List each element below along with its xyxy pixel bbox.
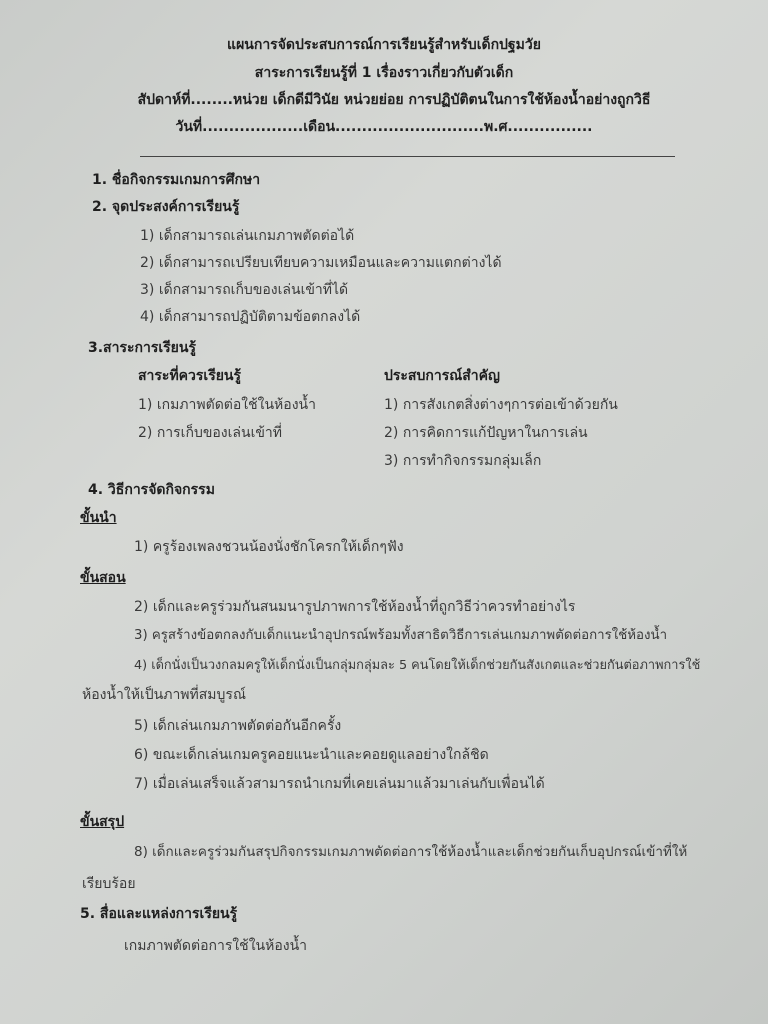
section-1-title: 1. ชื่อกิจกรรมเกมการศึกษา <box>92 172 261 188</box>
experience-item: 3) การทำกิจกรรมกลุ่มเล็ก <box>384 453 542 469</box>
teaching-step: 7) เมื่อเล่นเสร็จแล้วสามารถนำเกมที่เคยเล่นมาแล้วมาเล่นกับเพื่อนได้ <box>134 776 545 792</box>
header-divider <box>140 156 675 157</box>
teaching-step-continued: ห้องน้ำให้เป็นภาพที่สมบูรณ์ <box>82 687 246 703</box>
teaching-step: 2) เด็กและครูร่วมกันสนมนารูปภาพการใช้ห้องน้ำที่ถูกวิธีว่าควรทำอย่างไร <box>134 599 576 615</box>
experience-item: 2) การคิดการแก้ปัญหาในการเล่น <box>384 425 588 441</box>
media-item: เกมภาพตัดต่อการใช้ในห้องน้ำ <box>124 938 307 954</box>
teaching-heading: ขั้นสอน <box>80 570 126 586</box>
section-4-title: 4. วิธีการจัดกิจกรรม <box>88 482 215 498</box>
content-item: 1) เกมภาพตัดต่อใช้ในห้องน้ำ <box>138 397 316 413</box>
section-3-title: 3.สาระการเรียนรู้ <box>88 340 196 356</box>
teaching-step: 5) เด็กเล่นเกมภาพตัดต่อกันอีกครั้ง <box>134 718 342 734</box>
header-line-3: สัปดาห์ที่........หน่วย เด็กดีมีวินัย หน่วยย่อย การปฏิบัติตนในการใช้ห้องน้ำอย่างถูกวิธี <box>137 92 651 108</box>
header-line-4: วันที่...................เดือน............................พ.ศ................ <box>175 119 593 135</box>
content-item: 2) การเก็บของเล่นเข้าที่ <box>138 425 283 441</box>
summary-heading: ขั้นสรุป <box>80 814 125 830</box>
header-line-2: สาระการเรียนรู้ที่ 1 เรื่องราวเกี่ยวกับตัวเด็ก <box>254 65 514 81</box>
teaching-step: 4) เด็กนั่งเป็นวงกลมครูให้เด็กนั่งเป็นกลุ่มกลุ่มละ 5 คนโดยให้เด็กช่วยกันสังเกตและช่วยกันต่อภาพการใช้ <box>134 658 701 673</box>
objective-item: 4) เด็กสามารถปฏิบัติตามข้อตกลงได้ <box>140 309 361 325</box>
section-5-title: 5. สื่อและแหล่งการเรียนรู้ <box>80 906 238 922</box>
objective-item: 1) เด็กสามารถเล่นเกมภาพตัดต่อได้ <box>140 228 355 244</box>
teaching-step: 3) ครูสร้างข้อตกลงกับเด็กแนะนำอุปกรณ์พร้อมทั้งสาธิตวิธีการเล่นเกมภาพตัดต่อการใช้ห้องน้ำ <box>134 628 668 643</box>
summary-step: 8) เด็กและครูร่วมกันสรุปกิจกรรมเกมภาพตัดต่อการใช้ห้องน้ำและเด็กช่วยกันเก็บอุปกรณ์เข้าที่ให้ <box>134 844 688 860</box>
objective-item: 3) เด็กสามารถเก็บของเล่นเข้าที่ได้ <box>140 282 349 298</box>
section-2-title: 2. จุดประสงค์การเรียนรู้ <box>92 199 240 215</box>
header-line-1: แผนการจัดประสบการณ์การเรียนรู้สำหรับเด็กปฐมวัย <box>227 37 541 53</box>
content-column-heading: สาระที่ควรเรียนรู้ <box>138 368 242 384</box>
experience-item: 1) การสังเกตสิ่งต่างๆการต่อเข้าด้วยกัน <box>384 397 618 413</box>
teaching-step: 6) ขณะเด็กเล่นเกมครูคอยแนะนำและคอยดูแลอย่างใกล้ชิด <box>134 747 489 763</box>
experience-column-heading: ประสบการณ์สำคัญ <box>384 368 500 384</box>
intro-heading: ขั้นนำ <box>80 510 117 526</box>
objective-item: 2) เด็กสามารถเปรียบเทียบความเหมือนและความแตกต่างได้ <box>140 255 502 271</box>
intro-item: 1) ครูร้องเพลงชวนน้องนั่งชักโครกให้เด็กๆฟัง <box>134 539 404 555</box>
summary-step-continued: เรียบร้อย <box>82 876 136 892</box>
